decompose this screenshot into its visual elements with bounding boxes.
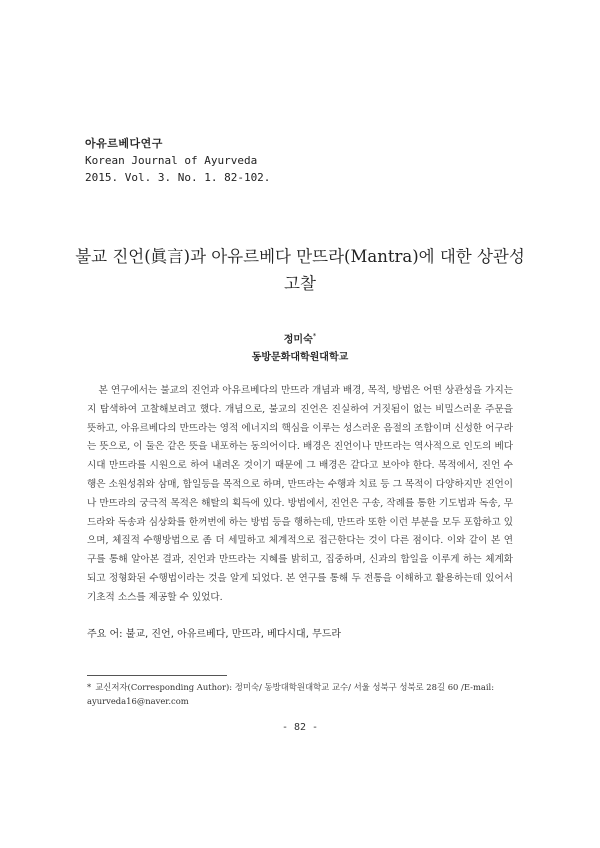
journal-header: [85, 135, 270, 186]
author-name: 정미숙: [283, 334, 313, 346]
author-block: [0, 330, 600, 366]
keywords: [87, 625, 341, 640]
footnote-line1: 교신저자(Corresponding Author): 정미숙/ 동방대학원대학교 교수/ 서울 성북구 성북로 28길 60 /E-mail:: [95, 682, 495, 692]
article-title-line1: 불교 진언(眞言)과 아유르베다 만뜨라(Mantra)에 대한 상관성: [75, 247, 525, 266]
journal-citation: 2015. Vol. 3. No. 1. 82-102.: [85, 171, 271, 185]
footnote-email: ayurveda16@naver.com: [87, 696, 189, 706]
page-number: - 82 -: [281, 722, 319, 733]
journal-name-korean: 아유르베다연구: [85, 137, 163, 150]
footnote-divider: [87, 675, 227, 676]
footnote: [87, 680, 515, 708]
article-title-line2: 고찰: [284, 273, 316, 293]
abstract-text: 본 연구에서는 불교의 진언과 아유르베다의 만뜨라 개념과 배경, 목적, 방법은 어떤 상관성을 가지는지 탐색하여 고찰해보려고 했다. 개념으로, 불교의 진언은 진실하여 거짓됨이 없는 비밀스러운 주문을 뜻하고, 아유르베다의 만뜨라는 영적 에너지의 핵심을 이루는 성스러운 음절의 조합이며 신성한 어구라는 뜻으로, 이 둘은 같은 뜻을 내포하는 동의어이다. 배경은 진언이나 만뜨라는 역사적으로 인도의 베다시대 만뜨라를 시원으로 하여 내려온 것이기 때문에 그 배경은 같다고 보아야 한다. 목적에서, 진언 수행은 소원성취와 삼매, 합일등을 목적으로 하며, 만뜨라는 수행과 치료 등 그 목적이 다양하지만 진언이나 만뜨라의 궁극적 목적은 해탈의 획득에 있다. 방법에서, 진언은 구송, 작례를 통한 기도법과 독송, 무드라와 독송과 심상화를 한꺼번에 하는 방법 등을 행하는데, 만뜨라 또한 이런 부분을 모두 포함하고 있으며, 체질적 수행방법으로 좀 더 세밀하고 체계적으로 접근한다는 것이 다른 점이다. 이와 같이 본 연구를 통해 알아본 결과, 진언과 만뜨라는 지혜를 밝히고, 집중하며, 신과의 합일을 이루게 하는 체계화되고 정형화된 수행법이라는 것을 알게 되었다. 본 연구를 통해 두 전통을 이해하고 활용하는데 있어서 기초적 소스를 제공할 수 있었다.: [87, 385, 513, 603]
keywords-label: 주요 어:: [87, 629, 123, 640]
abstract: [87, 382, 513, 608]
author-marker: *: [312, 332, 317, 340]
author-affiliation: 동방문화대학원대학교: [251, 351, 349, 363]
article-title: [60, 244, 540, 297]
keywords-terms: 불교, 진언, 아유르베다, 만뜨라, 베다시대, 무드라: [125, 629, 342, 640]
journal-name-english: Korean Journal of Ayurveda: [85, 154, 258, 168]
footnote-marker: *: [87, 682, 92, 692]
